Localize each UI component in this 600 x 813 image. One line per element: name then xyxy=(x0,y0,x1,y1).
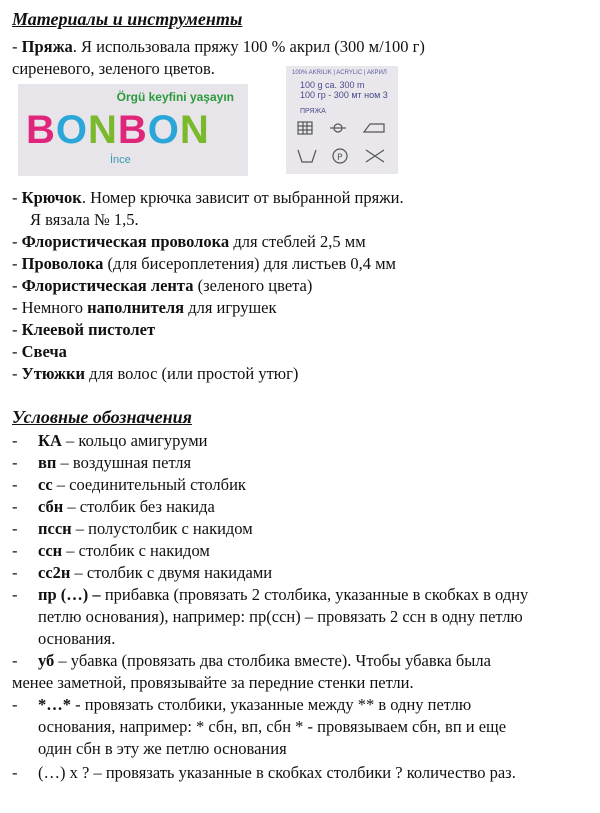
brand-logo: BONBON xyxy=(26,108,210,152)
material-item: - Проволока (для бисероплетения) для листьев 0,4 мм xyxy=(12,254,396,273)
material-item: - Флористическая проволока для стеблей 2,5 мм xyxy=(12,232,366,251)
materials-heading: Материалы и инструменты xyxy=(12,9,243,29)
svg-text:P: P xyxy=(337,153,343,163)
material-item: - Флористическая лента (зеленого цвета) xyxy=(12,276,313,295)
legend-heading: Условные обозначения xyxy=(12,407,192,427)
legend-item-repeat-cont: основания, например: * сбн, вп, сбн * - провязываем сбн, вп и еще xyxy=(38,717,507,736)
legend-item-increase-cont: основания. xyxy=(38,629,116,648)
hook-line-cont: Я вязала № 1,5. xyxy=(30,210,139,229)
material-item: - Немного наполнителя для игрушек xyxy=(12,298,277,317)
yarn-line: - Пряжа. Я использовала пряжу 100 % акрил (300 м/100 г) xyxy=(12,37,425,56)
material-item: - Свеча xyxy=(12,342,67,361)
hook-line: - Крючок. Номер крючка зависит от выбранной пряжи. xyxy=(12,188,404,207)
legend-item-increase-cont: петлю основания), например: пр(ссн) – провязать 2 ссн в одну петлю xyxy=(38,607,523,626)
legend-item-repeat-cont: один сбн в эту же петлю основания xyxy=(38,739,287,758)
care-symbols-icon xyxy=(294,118,390,170)
yarn-label-photo: Örgü keyfini yaşayın BONBON İnce xyxy=(18,84,248,176)
yarn-care-label-photo: 100% AKRILIK | ACRYLIC | АКРИЛ 100 g ca. 300 m 100 гр - 300 мт ном 3 ПРЯЖА P xyxy=(286,66,398,174)
material-item: - Утюжки для волос (или простой утюг) xyxy=(12,364,299,383)
legend-item-decrease-cont: менее заметной, провязывайте за передние стенки петли. xyxy=(12,673,414,692)
yarn-line-cont: сиреневого, зеленого цветов. xyxy=(12,59,215,78)
material-item: - Клеевой пистолет xyxy=(12,320,156,339)
